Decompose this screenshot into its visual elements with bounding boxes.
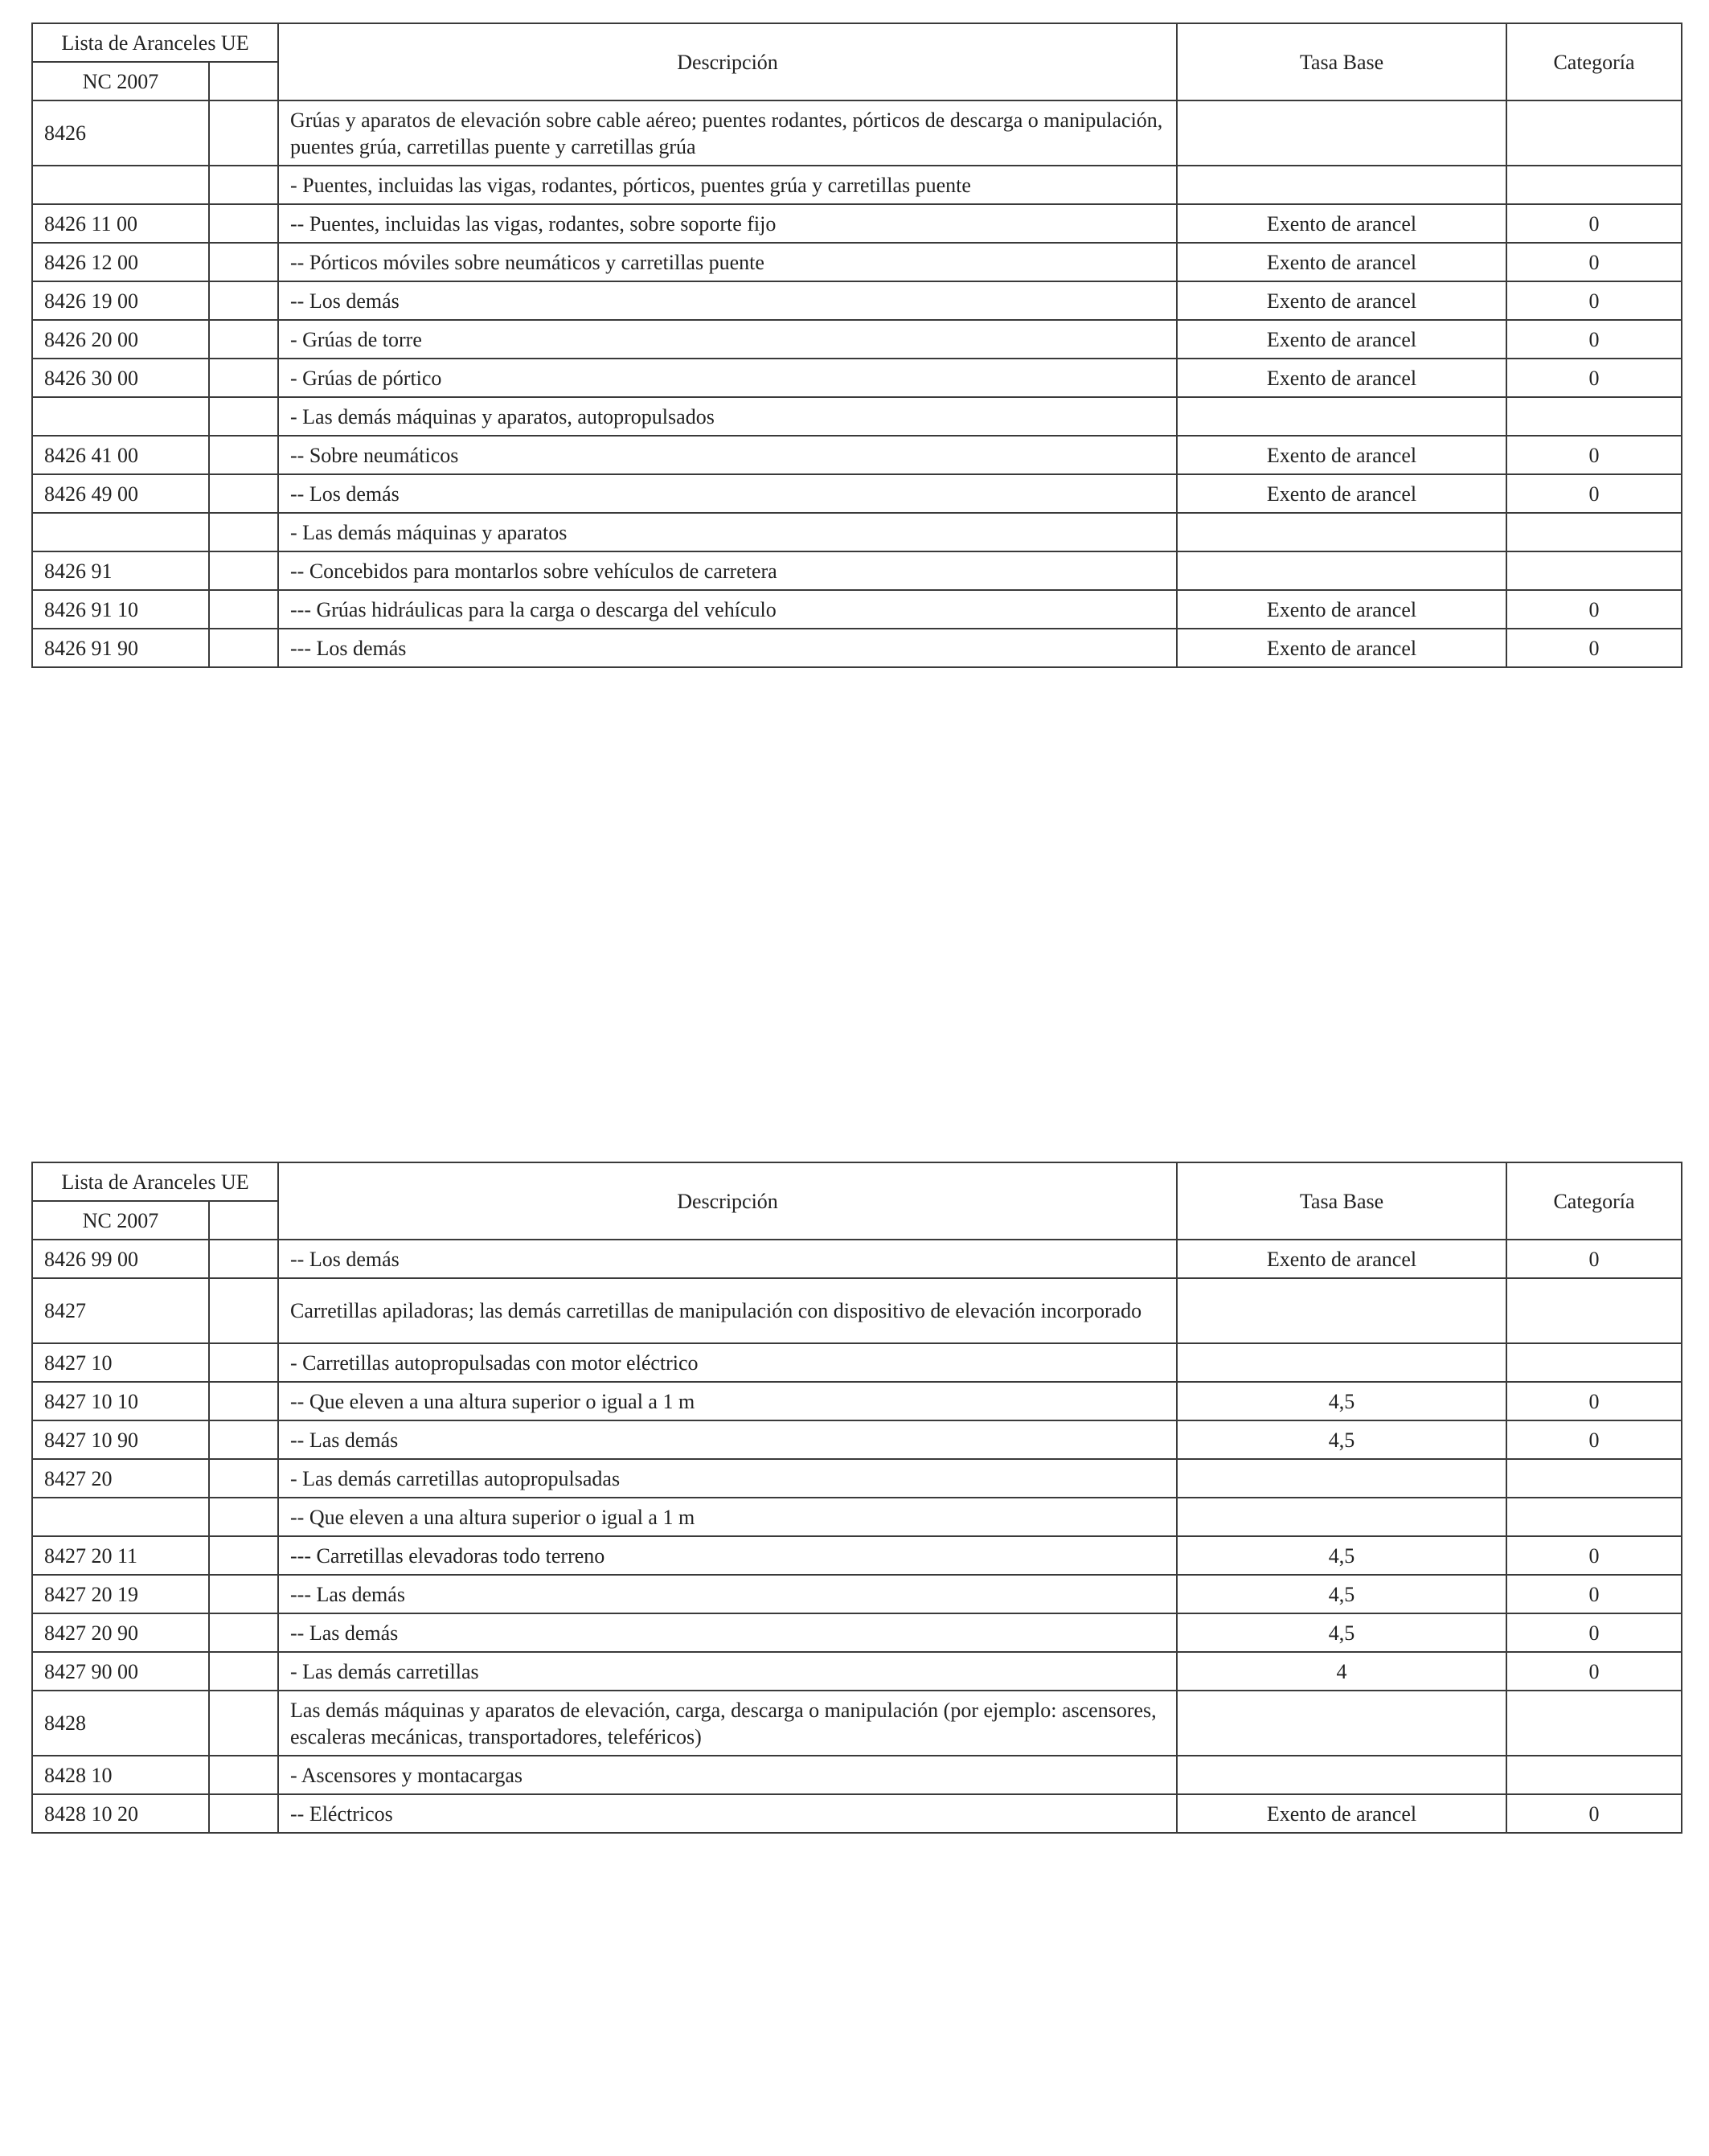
header-category: Categoría <box>1506 23 1682 100</box>
base-rate-cell <box>1177 1343 1506 1382</box>
table-row <box>32 359 1682 397</box>
header-description: Descripción <box>278 23 1177 100</box>
category-cell: 0 <box>1506 1613 1682 1652</box>
base-rate-cell: Exento de arancel <box>1177 1240 1506 1278</box>
base-rate-cell: 4,5 <box>1177 1536 1506 1575</box>
description-cell: -- Que eleven a una altura superior o igual a 1 m <box>278 1382 1177 1420</box>
sub-code-cell <box>209 1536 278 1575</box>
base-rate-cell: 4,5 <box>1177 1613 1506 1652</box>
description-cell: - Puentes, incluidas las vigas, rodantes, pórticos, puentes grúa y carretillas puente <box>278 166 1177 204</box>
table-row <box>32 204 1682 243</box>
nc-code-cell: 8426 91 90 <box>32 629 209 667</box>
sub-code-cell <box>209 243 278 281</box>
table-row <box>32 629 1682 667</box>
nc-code-cell: 8426 30 00 <box>32 359 209 397</box>
base-rate-cell: Exento de arancel <box>1177 281 1506 320</box>
nc-code-cell: 8426 99 00 <box>32 1240 209 1278</box>
table-row <box>32 1382 1682 1420</box>
base-rate-cell: Exento de arancel <box>1177 474 1506 513</box>
nc-code-cell: 8427 20 19 <box>32 1575 209 1613</box>
description-cell: --- Grúas hidráulicas para la carga o descarga del vehículo <box>278 590 1177 629</box>
table-row <box>32 1575 1682 1613</box>
category-cell: 0 <box>1506 436 1682 474</box>
sub-code-cell <box>209 1613 278 1652</box>
category-cell <box>1506 1756 1682 1794</box>
sub-code-cell <box>209 166 278 204</box>
sub-code-cell <box>209 1382 278 1420</box>
base-rate-cell <box>1177 513 1506 551</box>
category-cell: 0 <box>1506 359 1682 397</box>
description-cell: - Carretillas autopropulsadas con motor eléctrico <box>278 1343 1177 1382</box>
base-rate-cell: Exento de arancel <box>1177 359 1506 397</box>
sub-code-cell <box>209 1420 278 1459</box>
sub-code-cell <box>209 474 278 513</box>
base-rate-cell <box>1177 1278 1506 1343</box>
category-cell: 0 <box>1506 1536 1682 1575</box>
table-row <box>32 474 1682 513</box>
nc-code-cell: 8427 20 11 <box>32 1536 209 1575</box>
category-cell: 0 <box>1506 1794 1682 1833</box>
nc-code-cell: 8427 90 00 <box>32 1652 209 1691</box>
table-header <box>32 23 1682 100</box>
sub-code-cell <box>209 397 278 436</box>
sub-code-cell <box>209 1652 278 1691</box>
sub-code-cell <box>209 1459 278 1498</box>
header-blank-cell <box>209 1201 278 1240</box>
table-row <box>32 243 1682 281</box>
nc-code-cell: 8426 20 00 <box>32 320 209 359</box>
nc-code-cell <box>32 1498 209 1536</box>
header-blank-cell <box>209 62 278 100</box>
base-rate-cell <box>1177 100 1506 166</box>
table-row <box>32 436 1682 474</box>
nc-code-cell: 8426 <box>32 100 209 166</box>
table-row <box>32 551 1682 590</box>
table-row <box>32 1420 1682 1459</box>
base-rate-cell: 4,5 <box>1177 1382 1506 1420</box>
nc-code-cell: 8426 11 00 <box>32 204 209 243</box>
header-description: Descripción <box>278 1162 1177 1240</box>
base-rate-cell: Exento de arancel <box>1177 590 1506 629</box>
nc-code-cell: 8427 <box>32 1278 209 1343</box>
table-row <box>32 281 1682 320</box>
sub-code-cell <box>209 359 278 397</box>
sub-code-cell <box>209 1498 278 1536</box>
description-cell: -- Las demás <box>278 1613 1177 1652</box>
table-row <box>32 1652 1682 1691</box>
category-cell <box>1506 1459 1682 1498</box>
description-cell: - Las demás máquinas y aparatos, autopropulsados <box>278 397 1177 436</box>
nc-code-cell <box>32 166 209 204</box>
category-cell <box>1506 551 1682 590</box>
sub-code-cell <box>209 100 278 166</box>
category-cell <box>1506 1278 1682 1343</box>
table-row <box>32 1794 1682 1833</box>
table-row <box>32 100 1682 166</box>
sub-code-cell <box>209 204 278 243</box>
nc-code-cell: 8426 49 00 <box>32 474 209 513</box>
description-cell: -- Concebidos para montarlos sobre vehículos de carretera <box>278 551 1177 590</box>
header-base-rate: Tasa Base <box>1177 23 1506 100</box>
table-body <box>32 100 1682 667</box>
header-category: Categoría <box>1506 1162 1682 1240</box>
base-rate-cell <box>1177 551 1506 590</box>
nc-code-cell <box>32 397 209 436</box>
nc-code-cell: 8426 41 00 <box>32 436 209 474</box>
category-cell: 0 <box>1506 1420 1682 1459</box>
nc-code-cell: 8427 20 <box>32 1459 209 1498</box>
sub-code-cell <box>209 629 278 667</box>
base-rate-cell: Exento de arancel <box>1177 436 1506 474</box>
table-row <box>32 1536 1682 1575</box>
category-cell: 0 <box>1506 320 1682 359</box>
nc-code-cell: 8428 10 <box>32 1756 209 1794</box>
category-cell: 0 <box>1506 204 1682 243</box>
category-cell <box>1506 397 1682 436</box>
header-base-rate: Tasa Base <box>1177 1162 1506 1240</box>
table-row <box>32 1240 1682 1278</box>
base-rate-cell: Exento de arancel <box>1177 629 1506 667</box>
description-cell: Las demás máquinas y aparatos de elevación, carga, descarga o manipulación (por ejemplo: ascensores, escaleras mecánicas, transportadores, teleféricos) <box>278 1691 1177 1756</box>
category-cell: 0 <box>1506 474 1682 513</box>
nc-code-cell: 8427 20 90 <box>32 1613 209 1652</box>
base-rate-cell <box>1177 166 1506 204</box>
category-cell: 0 <box>1506 281 1682 320</box>
category-cell: 0 <box>1506 629 1682 667</box>
category-cell: 0 <box>1506 1382 1682 1420</box>
nc-code-cell: 8428 10 20 <box>32 1794 209 1833</box>
category-cell: 0 <box>1506 1652 1682 1691</box>
base-rate-cell <box>1177 1459 1506 1498</box>
header-nc-2007: NC 2007 <box>32 1201 209 1240</box>
description-cell: --- Carretillas elevadoras todo terreno <box>278 1536 1177 1575</box>
category-cell: 0 <box>1506 1575 1682 1613</box>
description-cell: - Las demás carretillas <box>278 1652 1177 1691</box>
sub-code-cell <box>209 1343 278 1382</box>
header-tariff-list: Lista de Aranceles UE <box>32 23 278 62</box>
nc-code-cell: 8427 10 90 <box>32 1420 209 1459</box>
description-cell: Carretillas apiladoras; las demás carretillas de manipulación con dispositivo de elevación incorporado <box>278 1278 1177 1343</box>
description-cell: -- Los demás <box>278 1240 1177 1278</box>
description-cell: -- Las demás <box>278 1420 1177 1459</box>
table-body <box>32 1240 1682 1833</box>
sub-code-cell <box>209 1756 278 1794</box>
base-rate-cell <box>1177 397 1506 436</box>
sub-code-cell <box>209 1794 278 1833</box>
table-row <box>32 320 1682 359</box>
description-cell: - Las demás carretillas autopropulsadas <box>278 1459 1177 1498</box>
tariff-table-2 <box>31 1162 1682 1834</box>
description-cell: - Grúas de pórtico <box>278 359 1177 397</box>
description-cell: -- Sobre neumáticos <box>278 436 1177 474</box>
sub-code-cell <box>209 1691 278 1756</box>
base-rate-cell: 4 <box>1177 1652 1506 1691</box>
category-cell: 0 <box>1506 1240 1682 1278</box>
base-rate-cell: Exento de arancel <box>1177 204 1506 243</box>
header-tariff-list: Lista de Aranceles UE <box>32 1162 278 1201</box>
table-row <box>32 397 1682 436</box>
category-cell: 0 <box>1506 243 1682 281</box>
sub-code-cell <box>209 1278 278 1343</box>
description-cell: --- Los demás <box>278 629 1177 667</box>
header-nc-2007: NC 2007 <box>32 62 209 100</box>
base-rate-cell: Exento de arancel <box>1177 320 1506 359</box>
table-row <box>32 1459 1682 1498</box>
description-cell: Grúas y aparatos de elevación sobre cable aéreo; puentes rodantes, pórticos de descarga o manipulación, puentes grúa, carretillas puente y carretillas grúa <box>278 100 1177 166</box>
description-cell: - Las demás máquinas y aparatos <box>278 513 1177 551</box>
sub-code-cell <box>209 320 278 359</box>
base-rate-cell <box>1177 1756 1506 1794</box>
base-rate-cell: 4,5 <box>1177 1575 1506 1613</box>
description-cell: -- Que eleven a una altura superior o igual a 1 m <box>278 1498 1177 1536</box>
nc-code-cell: 8427 10 <box>32 1343 209 1382</box>
table-row <box>32 1498 1682 1536</box>
description-cell: - Ascensores y montacargas <box>278 1756 1177 1794</box>
sub-code-cell <box>209 1575 278 1613</box>
sub-code-cell <box>209 1240 278 1278</box>
sub-code-cell <box>209 590 278 629</box>
sub-code-cell <box>209 436 278 474</box>
base-rate-cell: Exento de arancel <box>1177 1794 1506 1833</box>
base-rate-cell <box>1177 1498 1506 1536</box>
table-row <box>32 1278 1682 1343</box>
description-cell: -- Eléctricos <box>278 1794 1177 1833</box>
nc-code-cell: 8426 91 <box>32 551 209 590</box>
sub-code-cell <box>209 513 278 551</box>
table-row <box>32 513 1682 551</box>
table-row <box>32 1343 1682 1382</box>
base-rate-cell <box>1177 1691 1506 1756</box>
nc-code-cell <box>32 513 209 551</box>
table-row <box>32 1756 1682 1794</box>
category-cell <box>1506 513 1682 551</box>
table-row <box>32 590 1682 629</box>
description-cell: -- Puentes, incluidas las vigas, rodantes, sobre soporte fijo <box>278 204 1177 243</box>
base-rate-cell: Exento de arancel <box>1177 243 1506 281</box>
description-cell: -- Los demás <box>278 281 1177 320</box>
description-cell: -- Los demás <box>278 474 1177 513</box>
category-cell <box>1506 1691 1682 1756</box>
nc-code-cell: 8426 19 00 <box>32 281 209 320</box>
category-cell <box>1506 1343 1682 1382</box>
table-row <box>32 1691 1682 1756</box>
nc-code-cell: 8427 10 10 <box>32 1382 209 1420</box>
sub-code-cell <box>209 281 278 320</box>
nc-code-cell: 8428 <box>32 1691 209 1756</box>
table-row <box>32 166 1682 204</box>
category-cell <box>1506 1498 1682 1536</box>
tariff-table-1 <box>31 23 1682 668</box>
sub-code-cell <box>209 551 278 590</box>
category-cell: 0 <box>1506 590 1682 629</box>
description-cell: - Grúas de torre <box>278 320 1177 359</box>
base-rate-cell: 4,5 <box>1177 1420 1506 1459</box>
description-cell: --- Las demás <box>278 1575 1177 1613</box>
category-cell <box>1506 166 1682 204</box>
category-cell <box>1506 100 1682 166</box>
nc-code-cell: 8426 12 00 <box>32 243 209 281</box>
table-row <box>32 1613 1682 1652</box>
description-cell: -- Pórticos móviles sobre neumáticos y carretillas puente <box>278 243 1177 281</box>
table-header <box>32 1162 1682 1240</box>
nc-code-cell: 8426 91 10 <box>32 590 209 629</box>
